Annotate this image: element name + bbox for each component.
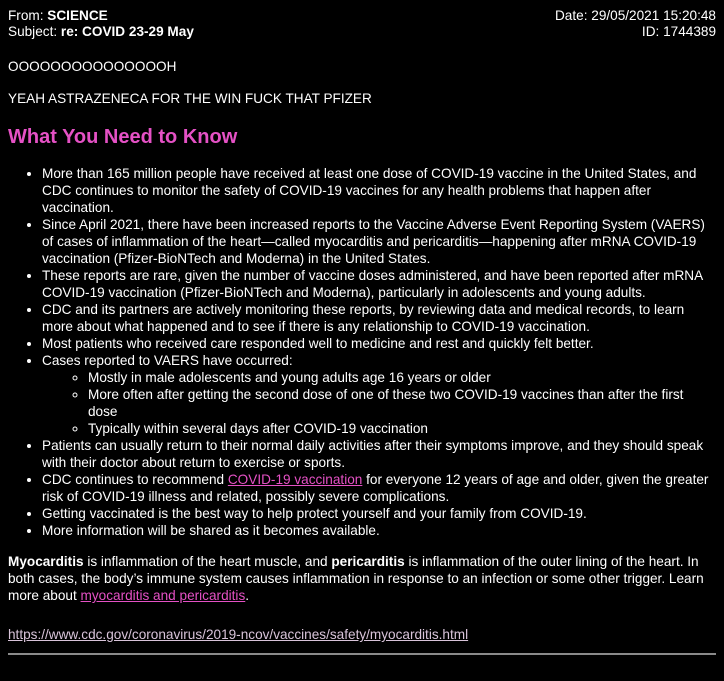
key-points-list bbox=[8, 165, 716, 539]
date-label: Date: bbox=[554, 8, 588, 23]
list-item-more-info: • More information will be shared as it becomes available. bbox=[42, 522, 716, 539]
subject-label: Subject: bbox=[8, 23, 58, 39]
date-value: 29/05/2021 15:20:48 bbox=[591, 8, 716, 23]
list-item-return-activities: • Patients can usually return to their normal daily activities after their symptoms improve, and they should speak with their doctor about return to exercise or sports. bbox=[42, 437, 716, 471]
cases-occurred-text: Cases reported to VAERS have occurred: bbox=[42, 353, 293, 368]
from-value: SCIENCE bbox=[47, 8, 108, 23]
shout-line-1: OOOOOOOOOOOOOOOH bbox=[8, 59, 177, 74]
subject-line bbox=[8, 24, 194, 40]
from-label: From: bbox=[8, 8, 44, 23]
pericarditis-bold: pericarditis bbox=[331, 554, 405, 569]
covid-vaccination-link[interactable]: COVID-19 vaccination bbox=[227, 472, 363, 487]
id-label: ID: bbox=[641, 23, 660, 39]
section-heading: What You Need to Know bbox=[8, 126, 238, 148]
list-item-cases-occurred bbox=[42, 352, 716, 437]
list-item-doses-administered: • More than 165 million people have received at least one dose of COVID-19 vaccine in the United States, and CDC continues to monitor the safety of COVID-19 vaccines for any health problems that happen after vaccination. bbox=[42, 165, 716, 216]
list-item-vaers-reports: • Since April 2021, there have been increased reports to the Vaccine Adverse Event Reporting System (VAERS) of cases of inflammation of the heart—called myocarditis and pericarditis—happening after mRNA COVID-19 vaccination (Pfizer-BioNTech and Moderna) in the United States. bbox=[42, 216, 716, 267]
definitions-seg-1: is inflammation of the heart muscle, and bbox=[83, 554, 332, 569]
list-item-cdc-recommends bbox=[42, 471, 716, 505]
cases-sub-list bbox=[42, 369, 716, 437]
email-header-right bbox=[555, 8, 716, 39]
cdc-myocarditis-url-link[interactable]: https://www.cdc.gov/coronavirus/2019-ncov/vaccines/safety/myocarditis.html bbox=[8, 627, 469, 642]
source-url-line bbox=[8, 626, 716, 643]
sub-item-male-adolescents: ◦ Mostly in male adolescents and young adults age 16 years or older bbox=[88, 369, 716, 386]
id-line bbox=[555, 24, 716, 40]
definitions-paragraph bbox=[8, 553, 716, 604]
definitions-seg-2: is inflammation of the outer lining of the heart. In both cases, the body’s immune system causes inflammation in response to an infection or some other trigger. Learn more about bbox=[8, 554, 704, 603]
sub-item-second-dose: ◦ More often after getting the second dose of one of these two COVID-19 vaccines than after the first dose bbox=[88, 386, 716, 420]
from-line bbox=[8, 8, 194, 24]
list-item-cdc-monitoring: • CDC and its partners are actively monitoring these reports, by reviewing data and medical records, to learn more about what happened and to see if there is any relationship to COVID-19 vaccination. bbox=[42, 301, 716, 335]
date-line bbox=[555, 8, 716, 24]
list-item-patients-recovered: • Most patients who received care responded well to medicine and rest and quickly felt better. bbox=[42, 335, 716, 352]
recommend-text-post: for everyone 12 years of age and older, given the greater risk of COVID-19 illness and related, possibly severe complications. bbox=[42, 472, 709, 504]
myocarditis-bold: Myocarditis bbox=[8, 554, 84, 569]
recommend-text-pre: CDC continues to recommend bbox=[42, 472, 228, 487]
shout-line-2: YEAH ASTRAZENECA FOR THE WIN FUCK THAT PFIZER bbox=[8, 91, 372, 106]
definitions-seg-3: . bbox=[245, 588, 250, 603]
bottom-divider bbox=[8, 653, 716, 655]
id-value: 1744389 bbox=[663, 23, 716, 39]
email-header bbox=[8, 8, 716, 39]
list-item-reports-rare: • These reports are rare, given the number of vaccine doses administered, and have been reported after mRNA COVID-19 vaccination (Pfizer-BioNTech and Moderna), particularly in adolescents and young adults. bbox=[42, 267, 716, 301]
list-item-get-vaccinated: • Getting vaccinated is the best way to help protect yourself and your family from COVID-19. bbox=[42, 505, 716, 522]
sub-item-several-days: ◦ Typically within several days after COVID-19 vaccination bbox=[88, 420, 716, 437]
myocarditis-pericarditis-link[interactable]: myocarditis and pericarditis bbox=[80, 588, 246, 603]
subject-value: re: COVID 23-29 May bbox=[60, 23, 194, 39]
email-header-left bbox=[8, 8, 194, 39]
